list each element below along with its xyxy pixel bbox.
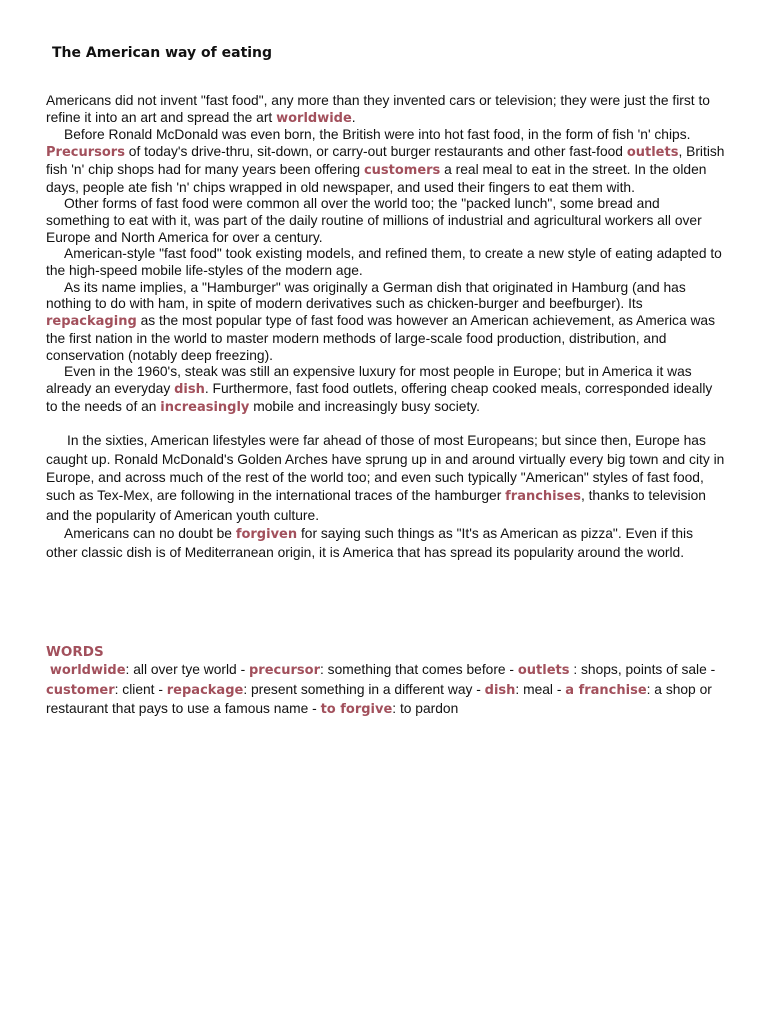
paragraph-3: Other forms of fast food were common all over the world too; the "packed lunch", some bread and something to eat with it, was part of the daily routine of millions of industrial and agricultural workers all over Europe and North America for over a century. [46,196,702,245]
keyword-dish: dish [174,381,205,397]
keyword-worldwide: worldwide [276,110,352,126]
keyword-franchises: franchises [505,489,581,505]
paragraph-2: Before Ronald McDonald was even born, the British were into hot fast food, in the form of fish 'n' chips. Precursors of today's drive-thru, sit-down, or carry-out burger restaurants and other fast-food outlets, British fish 'n' chip shops had for many years been offering customers a real meal to eat in the street. In the olden days, people ate fish 'n' chips wrapped in old newspaper, and used their fingers to eat them with. [46,127,725,195]
glossary-term: customer [46,682,115,698]
glossary-entries: worldwide: all over tye world - precursor: something that comes before - outlets : shops, points of sale - customer: client - repackage: present something in a different way - dish: meal - a franchise: a shop or restaurant that pays to use a famous name - to forgive: to pardon [46,662,716,718]
glossary-term: dish [484,682,516,698]
glossary-heading: WORDS [46,644,104,660]
keyword-forgiven: forgiven [235,526,298,542]
keyword-repackaging: repackaging [46,314,137,330]
article-body [46,93,726,562]
glossary-term: outlets [517,663,570,679]
document-title: The American way of eating [52,45,273,61]
glossary [46,643,726,720]
paragraph-5: As its name implies, a "Hamburger" was originally a German dish that originated in Hamburg (and has nothing to do with ham, in spite of modern derivatives such as chicken-burger and beefburger). Its repackaging as the most popular type of fast food was however an American achievement, as America was the first nation in the world to master modern methods of large-scale food production, distribution, and conservation (notably deep freezing). [46,279,715,363]
keyword-increasingly: increasingly [160,399,250,415]
glossary-term: worldwide [49,663,126,679]
glossary-term: a franchise [565,682,647,698]
paragraph-4: American-style "fast food" took existing models, and refined them, to create a new style of eating adapted to the high-speed mobile life-styles of the modern age. [46,246,722,279]
keyword-precursors: Precursors [46,145,125,161]
keyword-customers: customers [363,162,441,178]
paragraph-8: Americans can no doubt be forgiven for saying such things as "It's as American as pizza". Even if this other classic dish is of Mediterranean origin, it is America that has spread its popularity around the world. [46,525,693,561]
glossary-term: repackage [166,682,244,698]
paragraph-1: Americans did not invent "fast food", any more than they invented cars or television; they were just the first to refine it into an art and spread the art worldwide. [46,93,710,126]
keyword-outlets: outlets [626,145,679,161]
glossary-term: to forgive [320,702,393,718]
glossary-term: precursor [249,663,320,679]
paragraph-6: Even in the 1960's, steak was still an expensive luxury for most people in Europe; but in America it was already an everyday dish. Furthermore, fast food outlets, offering cheap cooked meals, corresponded ideally to the needs of an increasingly mobile and increasingly busy society. [46,364,713,415]
paragraph-7: In the sixties, American lifestyles were far ahead of those of most Europeans; but since then, Europe has caught up. Ronald McDonald's Golden Arches have sprung up in and around virtually every big town and city in Europe, and across much of the rest of the world too; and even such typically "American" styles of fast food, such as Tex-Mex, are following in the international traces of the hamburger franchises, thanks to television and the popularity of American youth culture. [46,433,725,523]
